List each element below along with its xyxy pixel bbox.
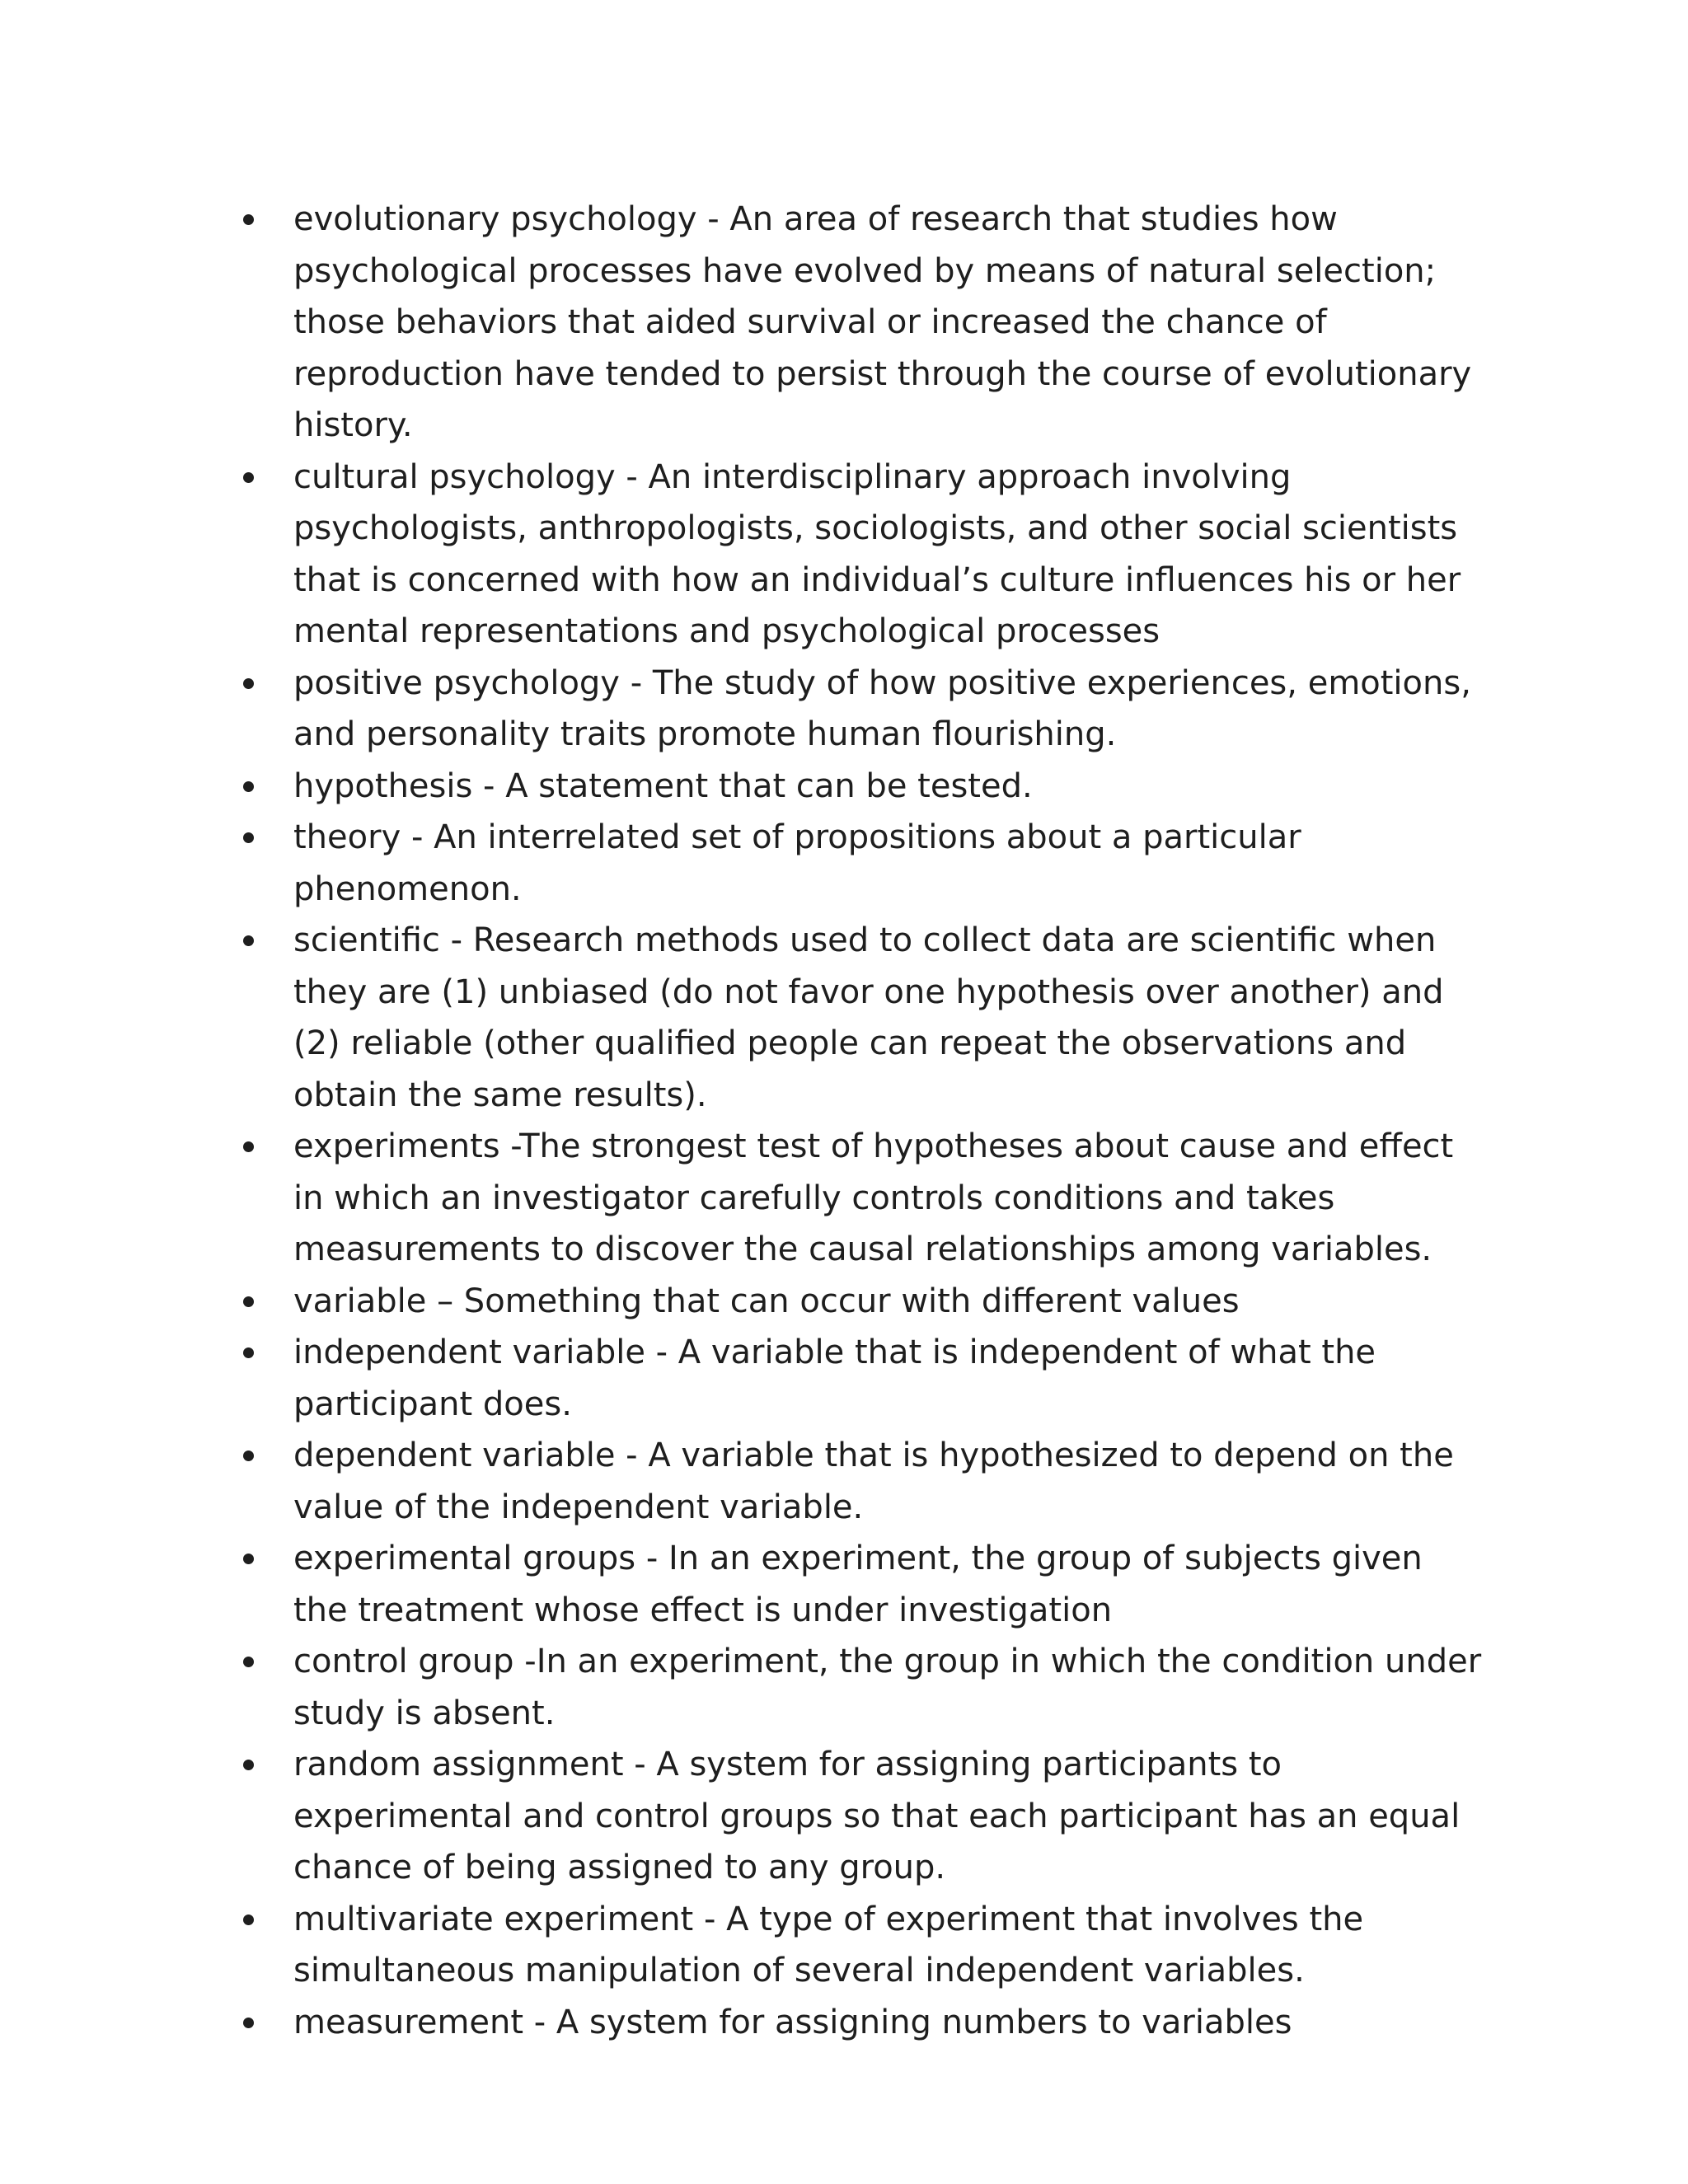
list-item xyxy=(231,1276,1484,1328)
list-item xyxy=(231,1430,1484,1533)
glossary-entry-text: hypothesis - A statement that can be tested. xyxy=(293,766,1033,805)
list-item xyxy=(231,452,1484,658)
list-item xyxy=(231,1636,1484,1739)
bullet-icon xyxy=(243,678,254,689)
list-item xyxy=(231,1327,1484,1430)
bullet-icon xyxy=(243,935,254,946)
bullet-icon xyxy=(243,832,254,843)
bullet-icon xyxy=(243,1554,254,1564)
glossary-list xyxy=(231,194,1484,2048)
list-item xyxy=(231,1121,1484,1276)
bullet-icon xyxy=(243,1451,254,1461)
glossary-entry-text: independent variable - A variable that is independent of what the participant does. xyxy=(293,1333,1376,1423)
bullet-icon xyxy=(243,1296,254,1307)
list-item xyxy=(231,1739,1484,1894)
glossary-entry-text: random assignment - A system for assigning participants to experimental and control groups so that each participant has an equal chance of being assigned to any group. xyxy=(293,1746,1461,1886)
glossary-entry-text: experiments -The strongest test of hypotheses about cause and effect in which an investigator carefully controls conditions and takes measurements to discover the causal relationships among variables. xyxy=(293,1127,1454,1268)
glossary-entry-text: scientific - Research methods used to collect data are scientific when they are (1) unbiased (do not favor one hypothesis over another) and (2) reliable (other qualified people can repeat the observations and obtain the same results). xyxy=(293,921,1444,1114)
bullet-icon xyxy=(243,1657,254,1667)
glossary-entry-text: multivariate experiment - A type of experiment that involves the simultaneous manipulation of several independent variables. xyxy=(293,1900,1364,1990)
list-item xyxy=(231,761,1484,813)
bullet-icon xyxy=(243,1141,254,1152)
glossary-entry-text: measurement - A system for assigning numbers to variables xyxy=(293,2003,1292,2041)
list-item xyxy=(231,1894,1484,1997)
list-item xyxy=(231,194,1484,452)
glossary-entry-text: cultural psychology - An interdisciplinary approach involving psychologists, anthropologists, sociologists, and other social scientists that is concerned with how an individual’s culture influences his or her mental representations and psychological processes xyxy=(293,457,1461,650)
list-item xyxy=(231,1533,1484,1636)
bullet-icon xyxy=(243,2018,254,2028)
list-item xyxy=(231,658,1484,761)
bullet-icon xyxy=(243,781,254,792)
glossary-entry-text: positive psychology - The study of how positive experiences, emotions, and personality traits promote human flourishing. xyxy=(293,663,1471,753)
bullet-icon xyxy=(243,472,254,483)
bullet-icon xyxy=(243,214,254,225)
glossary-entry-text: dependent variable - A variable that is hypothesized to depend on the value of the independent variable. xyxy=(293,1436,1454,1526)
list-item xyxy=(231,915,1484,1121)
list-item xyxy=(231,812,1484,915)
glossary-entry-text: variable – Something that can occur with different values xyxy=(293,1282,1240,1320)
glossary-entry-text: control group -In an experiment, the group in which the condition under study is absent. xyxy=(293,1643,1482,1732)
glossary-entry-text: theory - An interrelated set of propositions about a particular phenomenon. xyxy=(293,818,1301,908)
bullet-icon xyxy=(243,1347,254,1358)
bullet-icon xyxy=(243,1760,254,1770)
bullet-icon xyxy=(243,1915,254,1925)
glossary-entry-text: experimental groups - In an experiment, the group of subjects given the treatment whose effect is under investigation xyxy=(293,1540,1423,1629)
list-item xyxy=(231,1997,1484,2049)
glossary-entry-text: evolutionary psychology - An area of research that studies how psychological processes have evolved by means of natural selection; those behaviors that aided survival or increased the chance of reproduction have tended to persist through the course of evolutionary history. xyxy=(293,200,1472,444)
